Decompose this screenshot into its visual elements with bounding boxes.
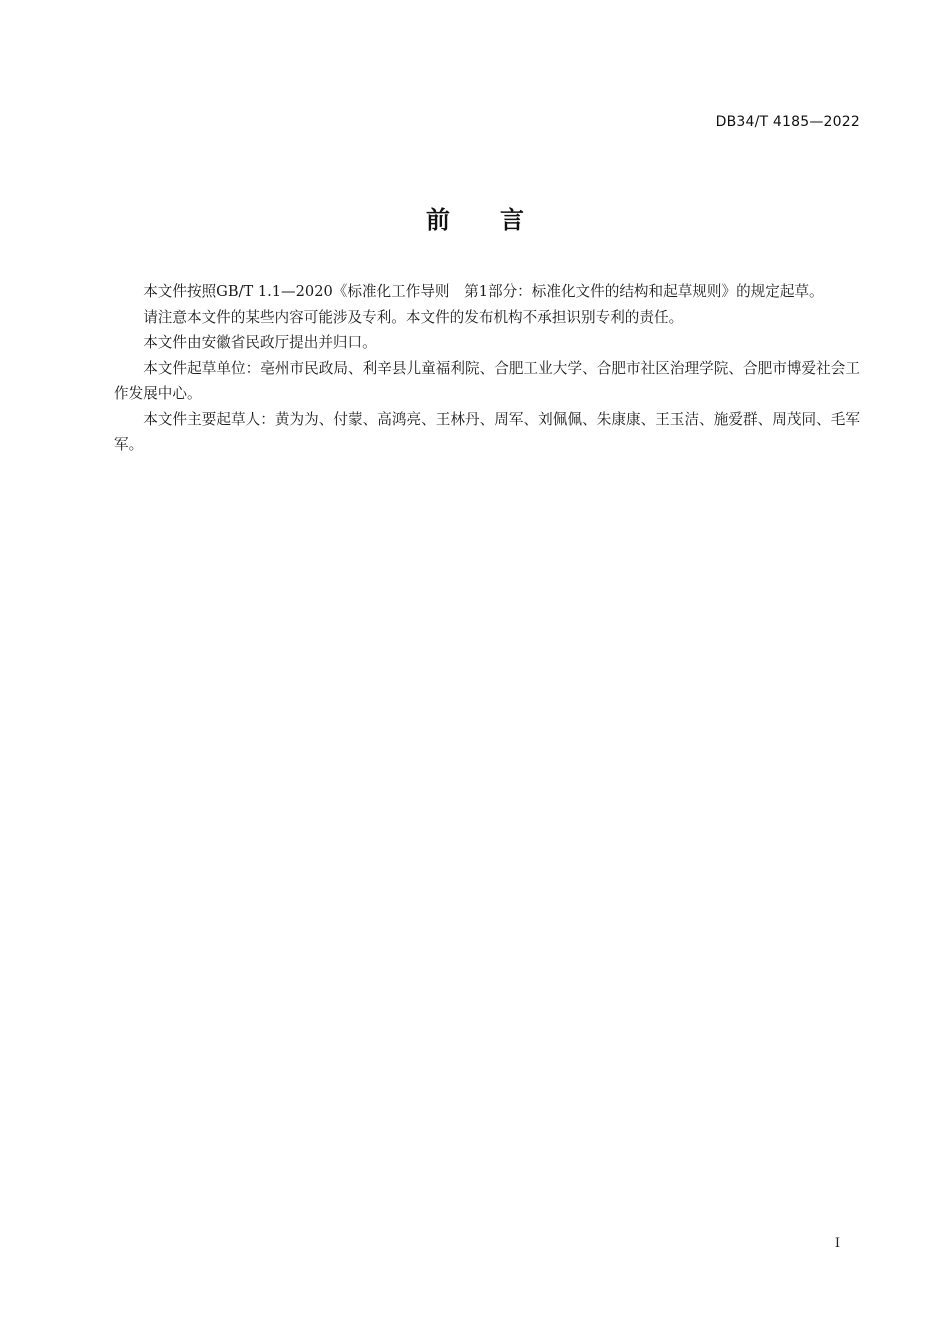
page-number: I [834, 1236, 840, 1251]
paragraph-drafting-units: 本文件起草单位：亳州市民政局、利辛县儿童福利院、合肥工业大学、合肥市社区治理学院、合肥市博爱社会工作发展中心。 [114, 359, 860, 402]
paragraph-drafters: 本文件主要起草人：黄为为、付蒙、高鸿亮、王林丹、周军、刘佩佩、朱康康、王玉洁、施爱群、周茂同、毛军军。 [114, 410, 860, 453]
page-title: 前言 [426, 206, 574, 234]
foreword-body [114, 279, 860, 458]
paragraph-proposer: 本文件由安徽省民政厅提出并归口。 [143, 334, 377, 351]
paragraph-drafting-basis: 本文件按照GB/T 1.1—2020《标准化工作导则 第1部分：标准化文件的结构和起草规则》的规定起草。 [143, 283, 824, 300]
paragraph-patent-notice: 请注意本文件的某些内容可能涉及专利。本文件的发布机构不承担识别专利的责任。 [143, 308, 684, 326]
document-code: DB34/T 4185—2022 [715, 114, 860, 130]
